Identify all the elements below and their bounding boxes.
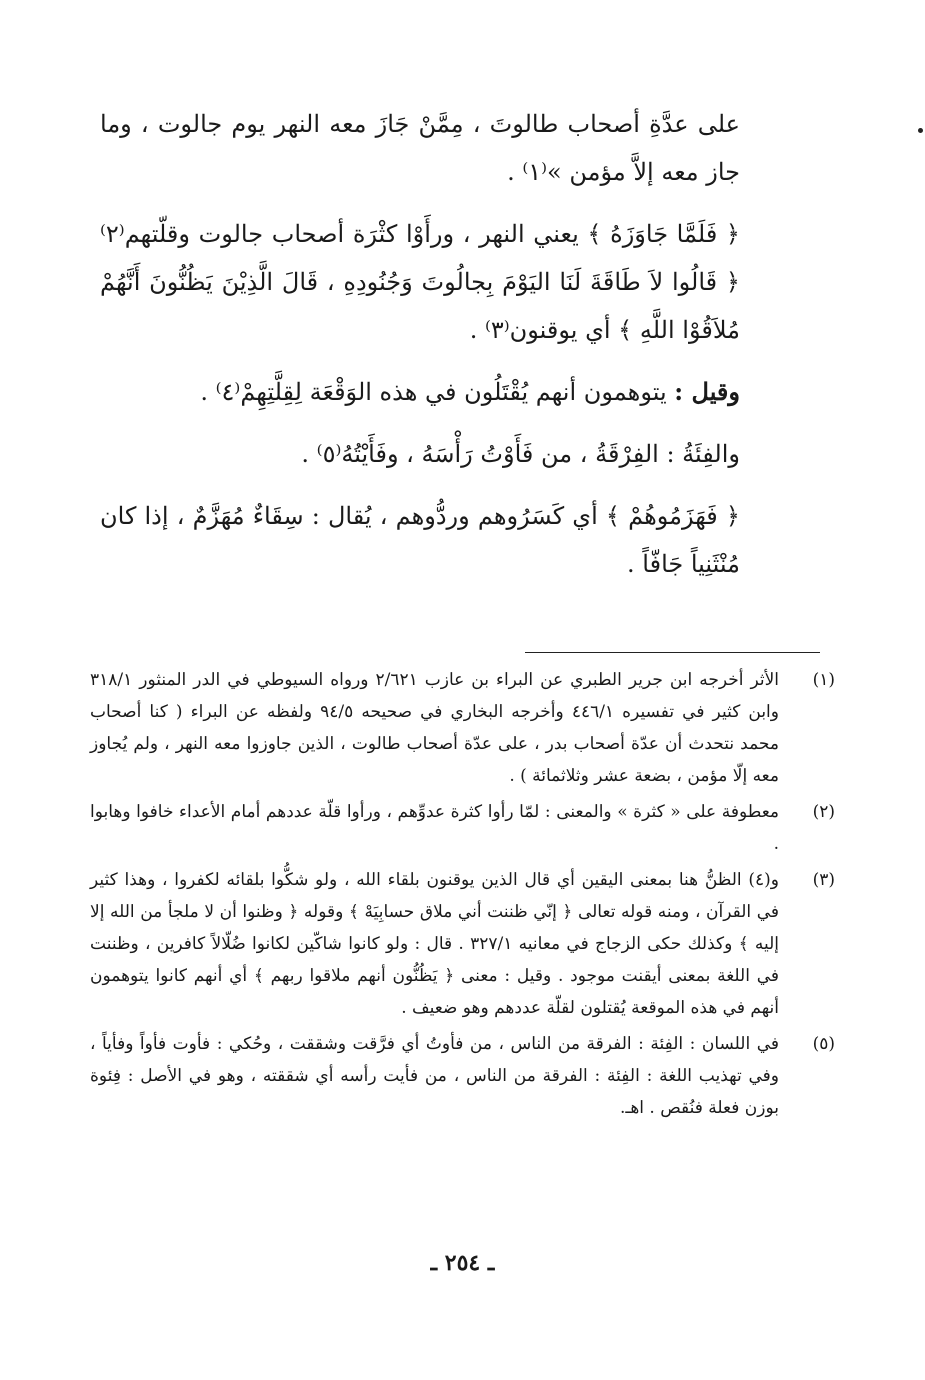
main-text-body	[100, 100, 740, 602]
footnote-number: (١)	[812, 670, 835, 690]
main-paragraph-1: على عدَّةِ أصحاب طالوتَ ، مِمَّنْ جَازَ معه النهر يوم جالوت ، وما جاز معه إلاَّ مؤمن »⁽١⁾ .	[100, 110, 740, 186]
footnote-text: معطوفة على « كثرة » والمعنى : لمّا رأوا كثرة عدوِّهم ، ورأوا قلّة عددهم أمام الأعداء خافوا وهابوا .	[90, 802, 779, 854]
page-number: ـ ٢٥٤ ـ	[430, 1250, 495, 1276]
main-paragraph-4: والفِئَةُ : الفِرْقَةُ ، من فَأَوْتُ رَأْسَهُ ، وفَأَيْتُهُ⁽٥⁾ .	[301, 440, 740, 468]
footnote-2	[90, 796, 835, 860]
footnote-number: (٥)	[812, 1034, 835, 1054]
footnote-3	[90, 864, 835, 1024]
footnotes-section	[90, 664, 835, 1128]
footnote-1	[90, 664, 835, 792]
footnote-separator	[525, 652, 820, 653]
margin-mark	[918, 128, 923, 133]
main-paragraph-5: ﴿ فَهَزَمُوهُمْ ﴾ أي كَسَرُوهم وردُّوهم ، يُقال : سِقَاءٌ مُهَزَّمٌ ، إذا كان مُنْثَنِياً جَافّاً .	[100, 502, 740, 578]
footnote-number: (٢)	[812, 802, 835, 822]
main-paragraph-3	[100, 368, 740, 416]
qila-label: وقيل :	[674, 377, 740, 406]
footnote-5	[90, 1028, 835, 1124]
footnote-text: في اللسان : الفِئة : الفرقة من الناس ، من فأوتُ أي فرَّقت وشققت ، وحُكي : فأوت فأواً وفأياً ، وفي تهذيب اللغة : الفِئة : الفرقة من الناس ، من فأيت رأسه أي شققته ، وهو في الأصل : فِئوة بوزن فعلة فنُقص . اهـ.	[90, 1034, 779, 1118]
footnote-text: الأثر أخرجه ابن جرير الطبري عن البراء بن عازب ٢/٦٢١ ورواه السيوطي في الدر المنثور ٣١٨/١ وابن كثير في تفسيره ٤٤٦/١ وأخرجه البخاري في صحيحه ٩٤/٥ ولفظه عن البراء ( كنا أصحاب محمد نتحدث أن عدّة أصحاب بدر ، على عدّة أصحاب طالوت ، الذين جاوزوا معه النهر ، ولم يُجاوز معه إلّا مؤمن ، بضعة عشر وثلاثمائة ) .	[90, 670, 779, 786]
footnote-number: (٣)	[812, 870, 835, 890]
footnote-text: و(٤) الظنُّ هنا بمعنى اليقين أي قال الذين يوقنون بلقاء الله ، ولو شكُّوا بلقائه لكفروا ، وهذا كثير في القرآن ، ومنه قوله تعالى ﴿ إنّي ظننت أني ملاق حسابِيَهْ ﴾ وقوله ﴿ وظنوا أن لا ملجأ من الله إلا إليه ﴾ وكذلك حكى الزجاج في معانيه ٣٢٧/١ . قال : ولو كانوا شاكّين لكانوا ضُلّالاً كافرين ، وظننت في اللغة بمعنى أيقنت موجود . وقيل : معنى ﴿ يَظُنُّون أنهم ملاقوا ربهم ﴾ أي أنهم كانوا يتوهمون أنهم في هذه الموقعة يُقتلون لقلّة عددهم وهو ضعيف .	[90, 870, 780, 1018]
main-paragraph-2: ﴿ فَلَمَّا جَاوَزَهُ ﴾ يعني النهر ، ورأَوْا كثْرَة أصحاب جالوت وقلّتهم⁽٢⁾ ﴿ قَالُوا لاَ طَاقَةَ لَنَا اليَوْمَ بِجالُوتَ وَجُنُودِهِ ، قَالَ الَّذِيْنَ يَظُنُّونَ أَنَّهُمْ مُلاَقُوْا اللَّهِ ﴾ أي يوقنون⁽٣⁾ .	[100, 220, 740, 344]
main-paragraph-3-text: يتوهمون أنهم يُقْتَلُون في هذه الوَقْعَة لِقِلَّتِهِمْ⁽٤⁾ .	[200, 378, 675, 406]
